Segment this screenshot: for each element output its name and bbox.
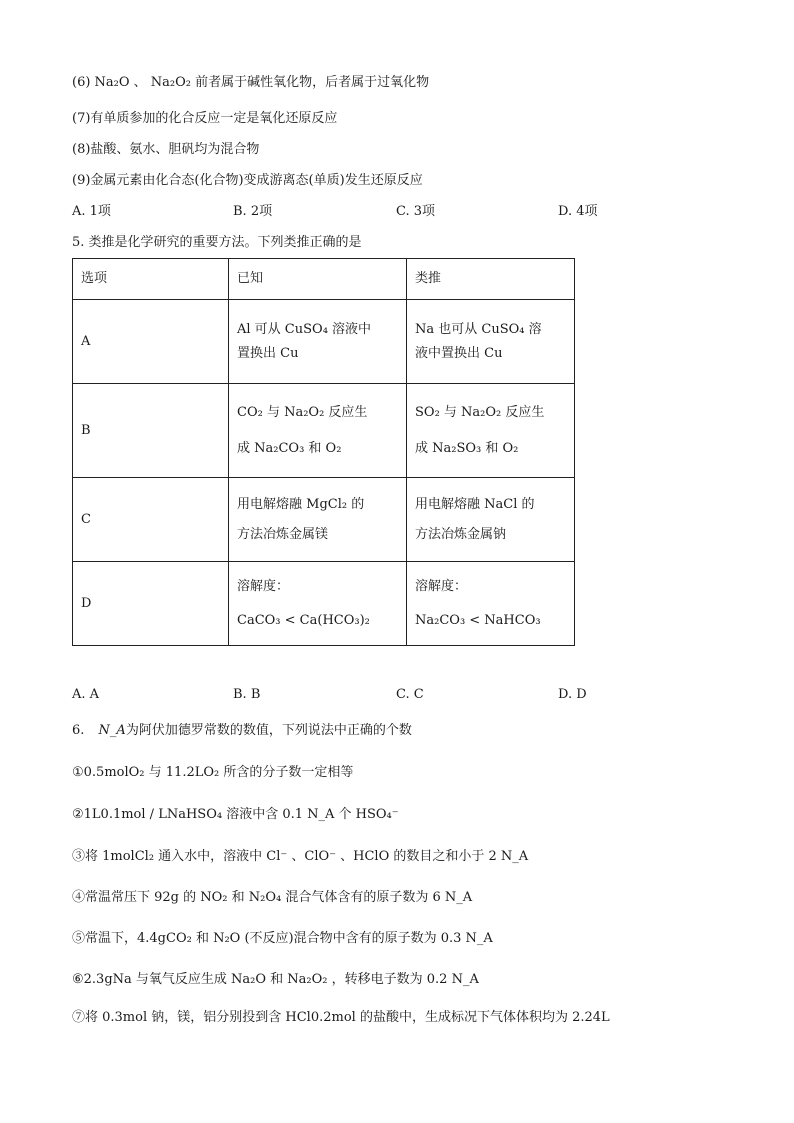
option-c: C. 3项 <box>396 204 436 219</box>
row-analogy: 溶解度： Na₂CO₃ < NaHCO₃ <box>407 562 575 646</box>
row-label: D <box>73 562 229 646</box>
statement-6: (6) Na₂O 、 Na₂O₂ 前者属于碱性氧化物，后者属于过氧化物 <box>72 75 430 90</box>
q6-item-6: ⑥2.3gNa 与氧气反应生成 Na₂O 和 Na₂O₂ ，转移电子数为 0.2 N_A <box>72 972 479 987</box>
q5-table <box>72 258 575 646</box>
q6-item-2: ②1L0.1mol / LNaHSO₄ 溶液中含 0.1 N_A 个 HSO₄⁻ <box>72 807 399 822</box>
row-known: 溶解度： CaCO₃ < Ca(HCO₃)₂ <box>229 562 407 646</box>
statement-7: (7)有单质参加的化合反应一定是氧化还原反应 <box>72 111 338 126</box>
q6-stem-text: 为阿伏加德罗常数的数值，下列说法中正确的个数 <box>125 723 412 738</box>
table-row <box>73 478 575 562</box>
q6-item-7: ⑦将 0.3mol 钠，镁，铝分别投到含 HCl0.2mol 的盐酸中，生成标况下气体体积均为 2.24L <box>72 1010 610 1025</box>
option-b: B. B <box>233 687 261 702</box>
table-row <box>73 300 575 384</box>
q6-number: 6. <box>72 723 85 738</box>
table-row <box>73 562 575 646</box>
row-label: B <box>73 384 229 478</box>
q6-item-4: ④常温常压下 92g 的 NO₂ 和 N₂O₄ 混合气体含有的原子数为 6 N_A <box>72 890 473 905</box>
option-c: C. C <box>396 687 424 702</box>
table-header-row <box>73 259 575 300</box>
statement-8: (8)盐酸、氨水、胆矾均为混合物 <box>72 142 260 157</box>
na-symbol: N_A <box>98 723 126 738</box>
option-a: A. A <box>72 687 100 702</box>
q6-item-3: ③将 1molCl₂ 通入水中，溶液中 Cl⁻ 、ClO⁻ 、HClO 的数目之和小于 2 N_A <box>72 849 529 864</box>
row-analogy: 用电解熔融 NaCl 的 方法冶炼金属钠 <box>407 478 575 562</box>
option-b: B. 2项 <box>233 204 273 219</box>
q6-stem <box>72 722 412 740</box>
q6-item-5: ⑤常温下，4.4gCO₂ 和 N₂O (不反应)混合物中含有的原子数为 0.3 N_A <box>72 931 493 946</box>
q6-item-1: ①0.5molO₂ 与 11.2LO₂ 所含的分子数一定相等 <box>72 765 354 780</box>
header-analogy: 类推 <box>407 259 575 300</box>
row-label: C <box>73 478 229 562</box>
header-known: 已知 <box>229 259 407 300</box>
header-option: 选项 <box>73 259 229 300</box>
row-label: A <box>73 300 229 384</box>
option-a: A. 1项 <box>72 204 111 219</box>
row-known: CO₂ 与 Na₂O₂ 反应生 成 Na₂CO₃ 和 O₂ <box>229 384 407 478</box>
option-d: D. D <box>558 687 587 702</box>
q5-options <box>72 686 672 704</box>
table-row <box>73 384 575 478</box>
q4-options <box>72 203 672 221</box>
statement-9: (9)金属元素由化合态(化合物)变成游离态(单质)发生还原反应 <box>72 173 423 188</box>
row-analogy: Na 也可从 CuSO₄ 溶 液中置换出 Cu <box>407 300 575 384</box>
option-d: D. 4项 <box>558 204 598 219</box>
q5-stem: 5. 类推是化学研究的重要方法。下列类推正确的是 <box>72 235 362 250</box>
row-known: Al 可从 CuSO₄ 溶液中 置换出 Cu <box>229 300 407 384</box>
row-known: 用电解熔融 MgCl₂ 的 方法冶炼金属镁 <box>229 478 407 562</box>
row-analogy: SO₂ 与 Na₂O₂ 反应生 成 Na₂SO₃ 和 O₂ <box>407 384 575 478</box>
